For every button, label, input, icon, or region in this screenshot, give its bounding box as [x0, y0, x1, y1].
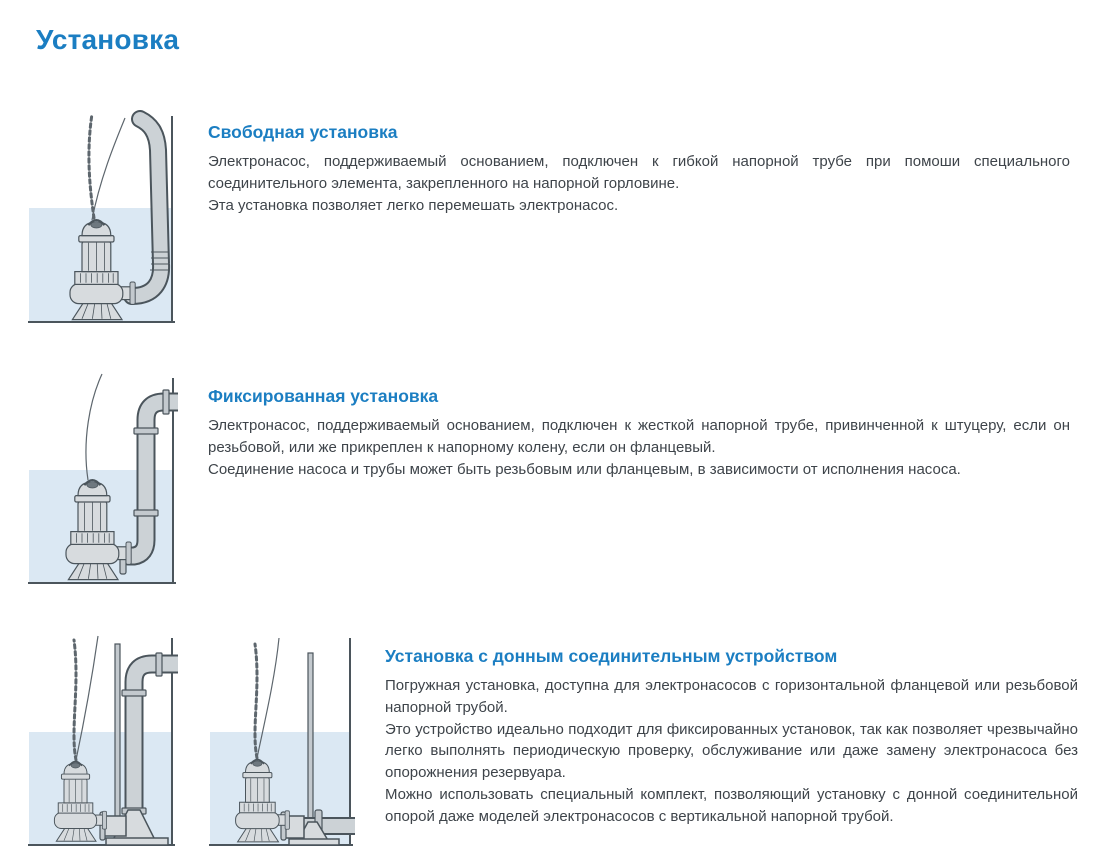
section-free-installation [208, 122, 1070, 216]
lifting-chain-icon [89, 114, 94, 218]
paragraph: Эта установка позволяет легко перемешать электронасос. [208, 196, 619, 214]
paragraph: Это устройство идеально подходит для фиксированных установок, так как позволяет чрезвычайно легко выполнять периодическую проверку, обслуживание или даже замену электронасоса без опорожнения резервуара. [385, 720, 1078, 782]
pipe-flange-icon [134, 510, 158, 516]
paragraph: Электронасос, поддерживаемый основанием, подключен к гибкой напорной трубе при помоши специального соединительного элемента, закрепленного на напорной горловине. [208, 153, 1070, 192]
power-cable-icon [86, 374, 102, 480]
section-heading: Фиксированная установка [208, 386, 439, 406]
guide-rod-icon [308, 653, 313, 821]
power-cable-icon [92, 118, 125, 220]
pipe-flange-icon [134, 428, 158, 434]
pump-bottom-coupling-horizontal-pipe-illustration [205, 630, 355, 848]
section-bottom-coupling [385, 646, 1078, 828]
pump-free-installation-illustration [28, 106, 178, 324]
page-title: Установка [36, 24, 180, 55]
pipe-flange-icon [156, 653, 162, 676]
paragraph: Соединение насоса и трубы может быть резьбовым или фланцевым, в зависимости от исполнения насоса. [208, 460, 961, 478]
paragraph: Электронасос, поддерживаемый основанием, подключен к жесткой напорной трубе, привинченной к штуцеру, если он резьбовой, или же прикреплен к напорному колену, если он фланцевый. [208, 417, 1070, 456]
paragraph: Можно использовать специальный комплект, позволяющий установку с донной соединительной опорой даже моделей электронасосов с вертикальной напорной трубой. [385, 785, 1078, 825]
pipe-flange-icon [122, 690, 146, 696]
paragraph: Погружная установка, доступна для электронасосов с горизонтальной фланцевой или резьбовой напорной трубой. [385, 677, 1078, 716]
pump-fixed-installation-illustration [28, 372, 178, 586]
section-heading: Свободная установка [208, 122, 398, 142]
pipe-flange-icon [163, 390, 169, 414]
guide-rod-icon [115, 644, 120, 820]
section-fixed-installation [208, 386, 1070, 480]
pump-bottom-coupling-vertical-pipe-illustration [28, 630, 178, 848]
section-heading: Установка с донным соединительным устройством [385, 646, 838, 666]
